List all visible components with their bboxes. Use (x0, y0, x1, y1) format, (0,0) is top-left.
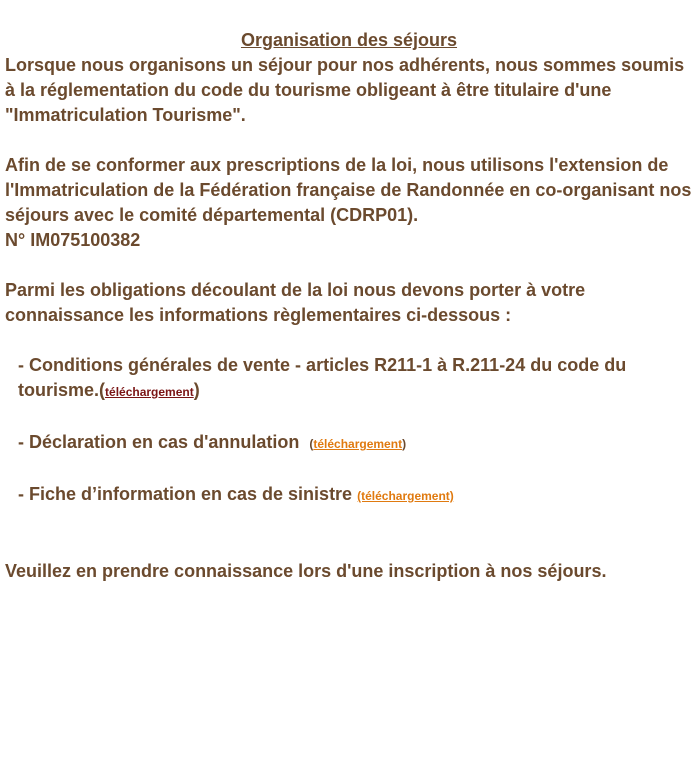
federation-paragraph: Afin de se conformer aux prescriptions de la loi, nous utilisons l'extension de l'Immatriculation de la Fédération française de Randonnée en co-organisant nos séjours avec le comité départemental (CDRP01). (5, 155, 692, 225)
obligations-paragraph: Parmi les obligations découlant de la loi nous devons porter à votre connaissance les informations règlementaires ci-dessous : (5, 280, 586, 325)
cgv-download-link[interactable]: téléchargement (105, 385, 194, 399)
claim-download-link[interactable]: (téléchargement) (357, 489, 454, 503)
main-content (5, 28, 693, 584)
registration-number: N° IM075100382 (5, 230, 141, 250)
list-item (5, 482, 693, 509)
cancellation-label: - Déclaration en cas d'annulation (18, 432, 300, 452)
page-title: Organisation des séjours (240, 30, 458, 50)
cgv-label: - Conditions générales de vente - articles R211-1 à R.211-24 du code du tourisme. (18, 355, 627, 400)
claim-label: - Fiche d’information en cas de sinistre (18, 484, 353, 504)
list-item: - Conditions générales de vente - articles R211-1 à R.211-24 du code du tourisme.(téléchargement) (18, 355, 627, 400)
intro-paragraph: Lorsque nous organisons un séjour pour nos adhérents, nous sommes soumis à la réglementation du code du tourisme obligeant à être titulaire d'une "Immatriculation Tourisme". (5, 55, 685, 125)
cancellation-download-link[interactable]: téléchargement (313, 437, 403, 451)
list-item: - Déclaration en cas d'annulation (téléchargement) (18, 432, 407, 452)
closing-paragraph: Veuillez en prendre connaissance lors d'une inscription à nos séjours. (5, 561, 607, 581)
